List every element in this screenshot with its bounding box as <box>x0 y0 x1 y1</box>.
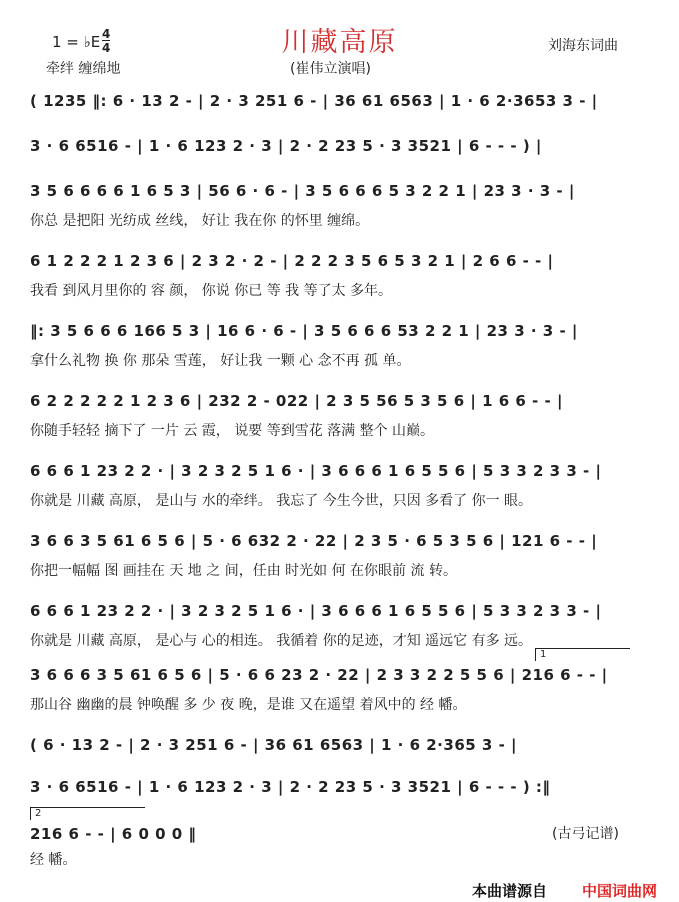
meter-numerator: 4 <box>102 27 111 41</box>
lyric-line: 你把一幅幅 图 画挂在 天 地 之 间，任由 时光如 何 在你眼前 流 转。 <box>30 563 457 579</box>
lyric-line: 你就是 川藏 高原， 是山与 水的牵绊。 我忘了 今生今世，只因 多看了 你一 眼。 <box>30 493 533 509</box>
volta-bracket-second: 2 <box>30 807 145 820</box>
notation-line: 216 6 - - | 6 0 0 0 ‖ <box>30 825 197 843</box>
notation-line: 3 5 6 6 6 6 1 6 5 3 | 56 6 · 6 - | 3 5 6 6 6 5 3 2 2 1 | 23 3 · 3 - | <box>30 182 575 200</box>
key-signature: 1 = ♭E <box>52 33 101 51</box>
notation-line: 6 2 2 2 2 2 1 2 3 6 | 232 2 - 022 | 2 3 5 56 5 3 5 6 | 1 6 6 - - | <box>30 392 563 410</box>
song-title: 川藏高原 <box>281 27 398 58</box>
lyric-line: 你随手轻轻 摘下了 一片 云 霞， 说要 等到雪花 落满 整个 山巅。 <box>30 423 435 439</box>
notation-line: 3 6 6 6 3 5 61 6 5 6 | 5 · 6 6 23 2 · 22 | 2 3 3 2 2 5 5 6 | 216 6 - - | <box>30 666 608 684</box>
notation-line: 3 · 6 6516 - | 1 · 6 123 2 · 3 | 2 · 2 23 5 · 3 3521 | 6 - - - ) | <box>30 137 542 155</box>
lyric-line: 经 幡。 <box>30 852 77 868</box>
source-label: 本曲谱源自 <box>472 882 548 900</box>
notation-line: 6 6 6 1 23 2 2 · | 3 2 3 2 5 1 6 · | 3 6 6 6 1 6 5 5 6 | 5 3 3 2 3 3 - | <box>30 462 602 480</box>
notation-line: ( 6 · 13 2 - | 2 · 3 251 6 - | 36 61 6563 | 1 · 6 2·365 3 - | <box>30 736 517 754</box>
lyric-line: 我看 到风月里你的 容 颜， 你说 你已 等 我 等了太 多年。 <box>30 283 393 299</box>
lyric-line: 拿什么礼物 换 你 那朵 雪莲， 好让我 一颗 心 念不再 孤 单。 <box>30 353 411 369</box>
notation-line: 3 6 6 3 5 61 6 5 6 | 5 · 6 632 2 · 22 | 2 3 5 · 6 5 3 5 6 | 121 6 - - | <box>30 532 598 550</box>
lyric-line: 你就是 川藏 高原， 是心与 心的相连。 我循着 你的足迹，才知 遥远它 有多 远。 <box>30 633 533 649</box>
notation-line: 6 6 6 1 23 2 2 · | 3 2 3 2 5 1 6 · | 3 6 6 6 1 6 5 5 6 | 5 3 3 2 3 3 - | <box>30 602 602 620</box>
notation-line: 3 · 6 6516 - | 1 · 6 123 2 · 3 | 2 · 2 23 5 · 3 3521 | 6 - - - ) :‖ <box>30 778 551 796</box>
transcriber-credit: (古弓记谱) <box>552 826 619 842</box>
volta-bracket-first: 1 <box>535 648 630 661</box>
meter-denominator: 4 <box>102 41 111 55</box>
notation-line: ( 1235 ‖: 6 · 13 2 - | 2 · 3 251 6 - | 36 61 6563 | 1 · 6 2·3653 3 - | <box>30 92 598 110</box>
time-signature <box>102 28 110 54</box>
expression-mark: 牵绊 缠绵地 <box>46 61 121 77</box>
lyric-line: 那山谷 幽幽的晨 钟唤醒 多 少 夜 晚，是谁 又在遥望 着风中的 经 幡。 <box>30 697 467 713</box>
performer-credit: (崔伟立演唱) <box>290 61 371 77</box>
notation-line: 6 1 2 2 2 1 2 3 6 | 2 3 2 · 2 - | 2 2 2 3 5 6 5 3 2 1 | 2 6 6 - - | <box>30 252 554 270</box>
lyric-line: 你总 是把阳 光纺成 丝线， 好让 我在你 的怀里 缠绵。 <box>30 213 370 229</box>
notation-line: ‖: 3 5 6 6 6 166 5 3 | 16 6 · 6 - | 3 5 6 6 6 53 2 2 1 | 23 3 · 3 - | <box>30 322 578 340</box>
site-link[interactable]: 中国词曲网 <box>582 882 658 900</box>
composer-credit: 刘海东词曲 <box>548 38 618 54</box>
